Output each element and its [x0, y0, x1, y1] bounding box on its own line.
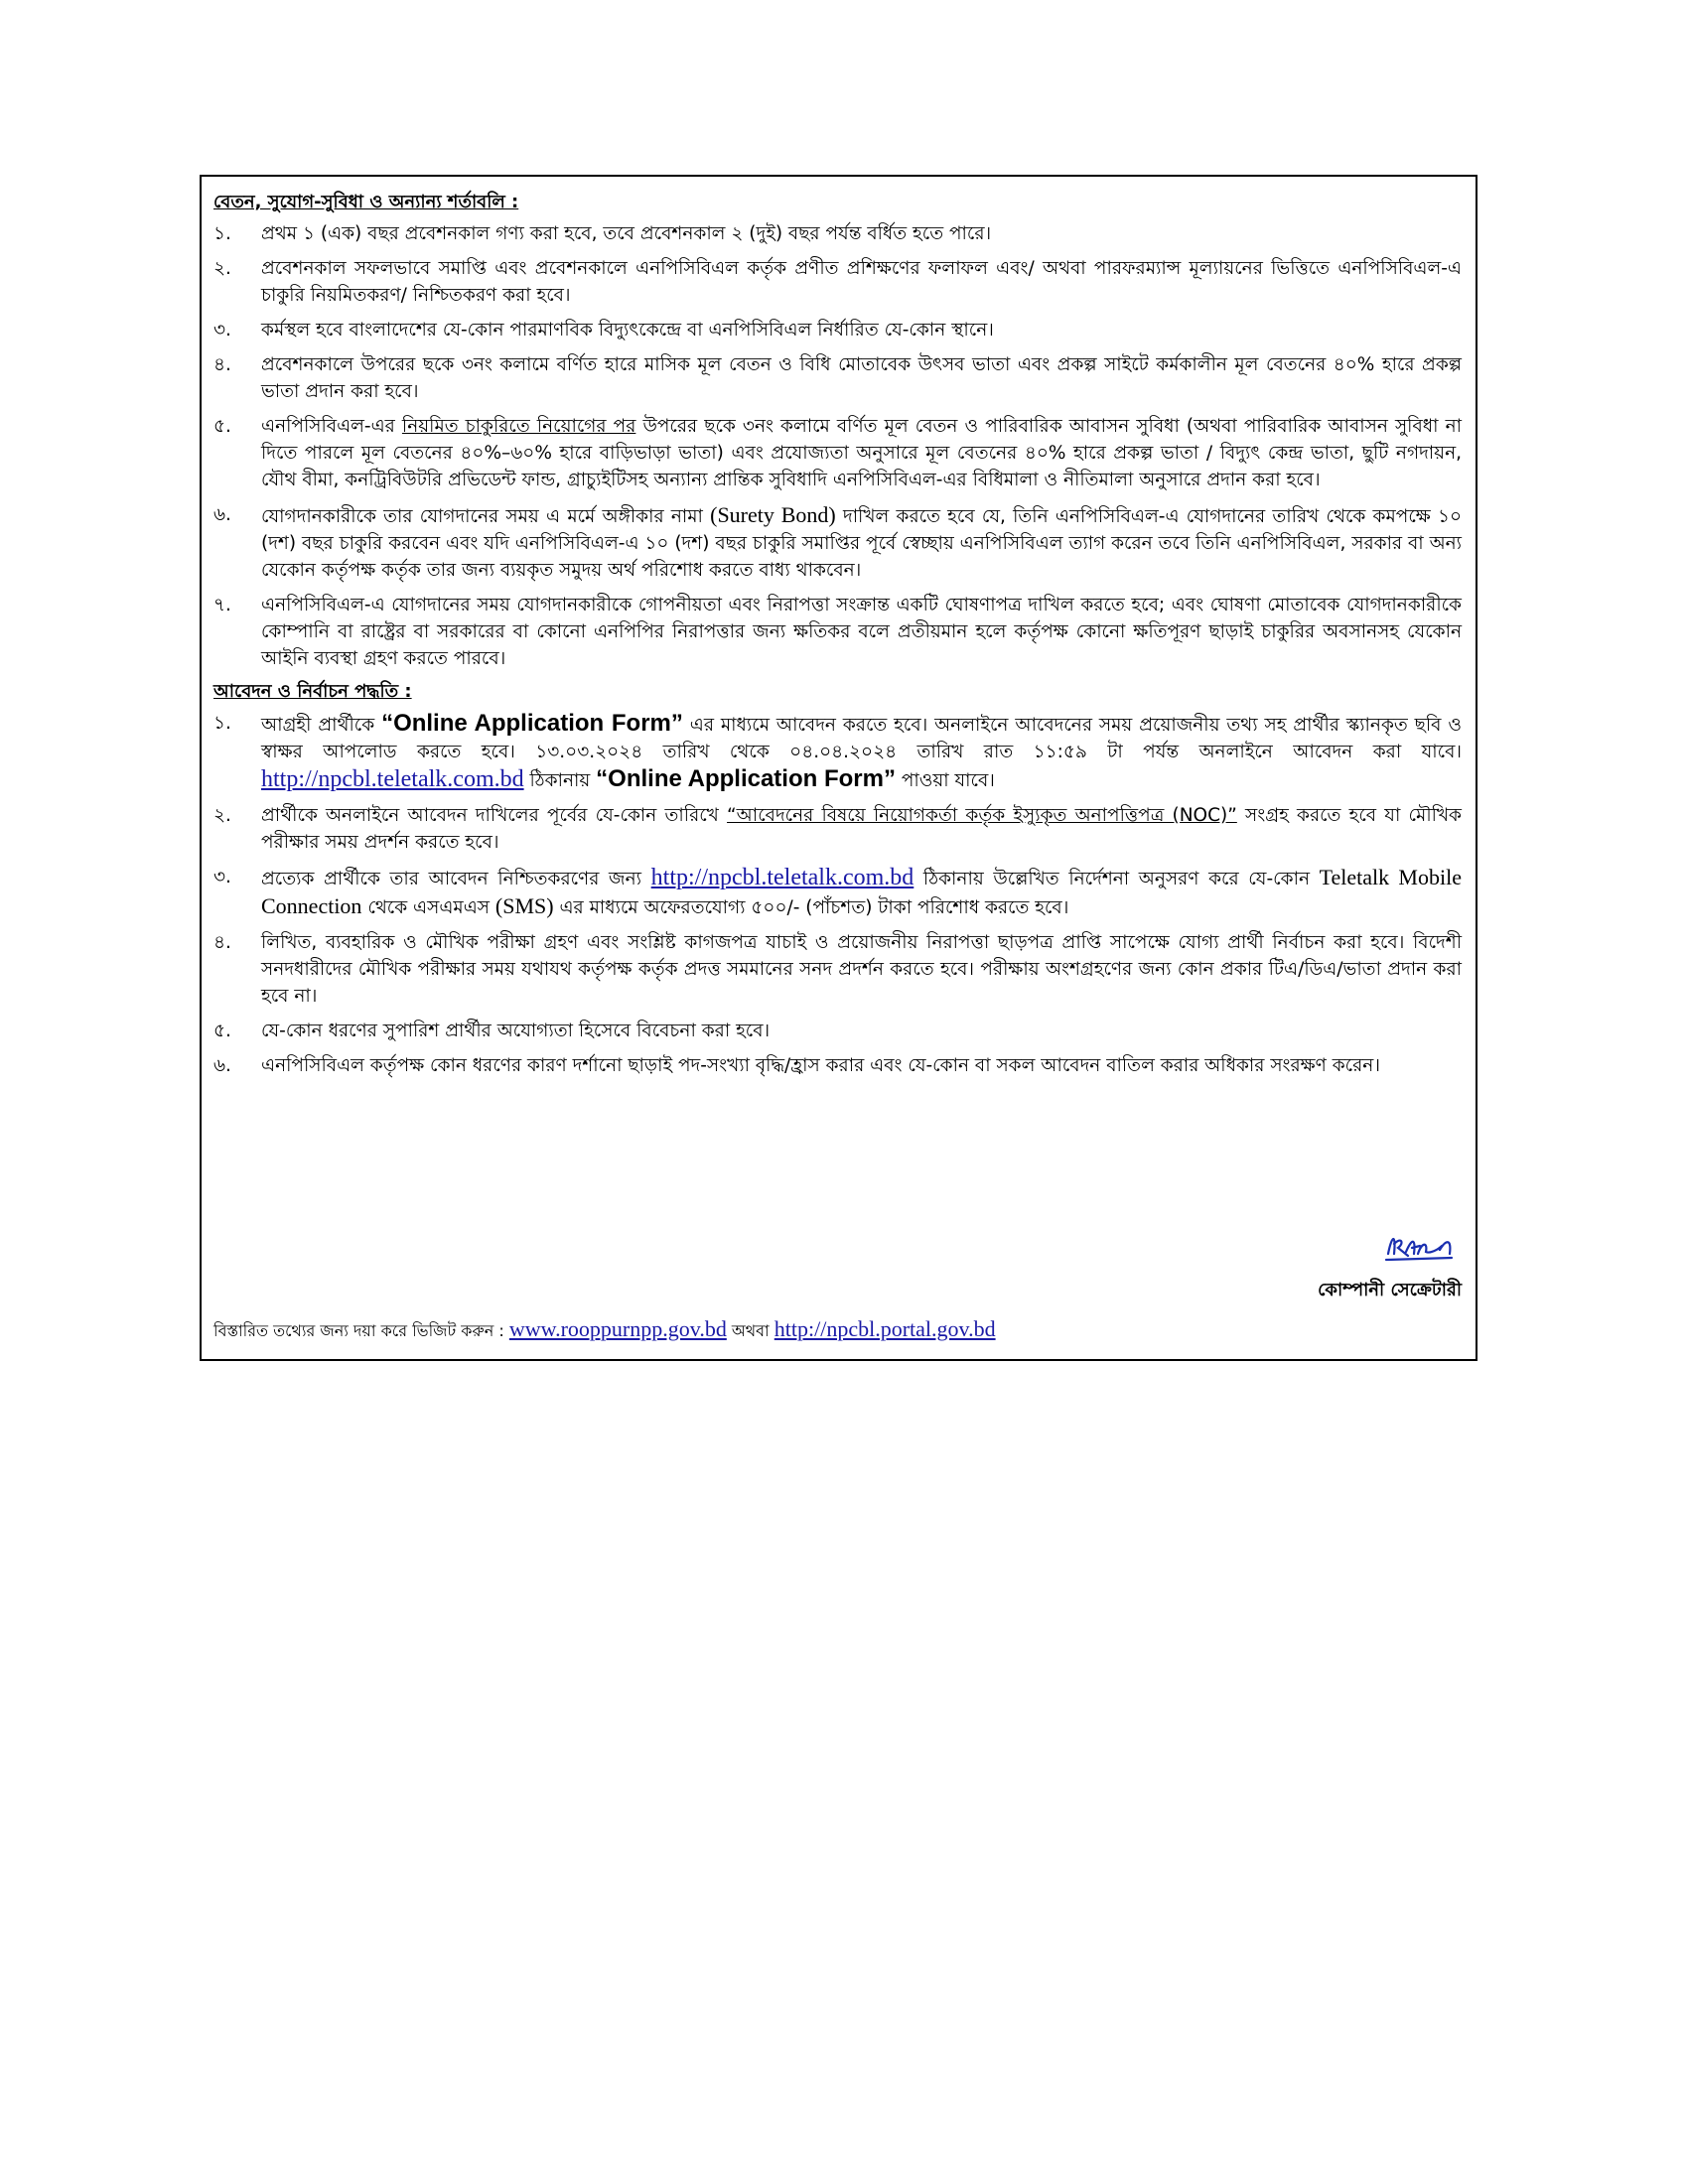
item-text: প্রবেশনকাল সফলভাবে সমাপ্তি এবং প্রবেশনকালে এনপিসিবিএল কর্তৃক প্রণীত প্রশিক্ষণের ফলাফল এবং/ অথবা পারফরম্যান্স মূল্যায়নের ভিত্তিতে এনপিসিবিএল-এ চাকুরি নিয়মিতকরণ/ নিশ্চিতকরণ করা হবে।: [261, 258, 1462, 306]
terms-list: [213, 220, 1462, 672]
text-run: যোগদানকারীকে তার যোগদানের সময় এ মর্মে অঙ্গীকার নামা: [261, 506, 711, 527]
item-text: [261, 501, 1462, 584]
text-run: পাওয়া যাবে।: [895, 770, 995, 791]
footer-text: অথবা: [726, 1321, 774, 1340]
item-number: ৪.: [213, 932, 231, 953]
list-item: [213, 501, 1462, 584]
section-heading-terms: বেতন, সুযোগ-সুবিধা ও অন্যান্য শর্তাবলি :: [213, 192, 519, 212]
text-run: থেকে এসএমএস: [361, 897, 495, 918]
text-run: দাখিল করতে হবে যে, তিনি এনপিসিবিএল-এ যোগদানের তারিখ থেকে কমপক্ষে ১০ (দশ) বছর চাকুরি করবেন এবং যদি এনপিসিবিএল-এ ১০ (দশ) বছর চাকুরি সমাপ্তির পূর্বে স্বেচ্ছায় এনপিসিবিএল ত্যাগ করেন তবে তিনি এনপিসিবিএল, সরকার বা অন্য যেকোন কর্তৃপক্ষ কর্তৃক তার জন্য ব্যয়কৃত সমুদয় অর্থ পরিশোধ করতে বাধ্য থাকবেন।: [261, 506, 1463, 581]
text-run: এর মাধ্যমে অফেরতযোগ্য ৫০০/- (পাঁচশত) টাকা পরিশোধ করতে হবে।: [553, 897, 1069, 918]
item-text: যে-কোন ধরণের সুপারিশ প্রার্থীর অযোগ্যতা হিসেবে বিবেচনা করা হবে।: [261, 1021, 771, 1041]
teletalk-link[interactable]: http://npcbl.teletalk.com.bd: [261, 766, 524, 792]
list-item: [213, 317, 1462, 343]
item-number: ৫.: [213, 1021, 231, 1041]
item-text: কর্মস্থল হবে বাংলাদেশের যে-কোন পারমাণবিক বিদ্যুৎকেন্দ্রে বা এনপিসিবিএল নির্ধারিত যে-কোন স্থানে।: [261, 320, 994, 341]
text-run: প্রত্যেক প্রার্থীকে তার আবেদন নিশ্চিতকরণের জন্য: [261, 869, 651, 889]
item-number: ৫.: [213, 416, 231, 437]
list-item: [213, 1052, 1462, 1079]
item-text: [261, 864, 1462, 921]
item-text: [261, 413, 1462, 493]
text-run: এর মাধ্যমে আবেদন করতে হবে। অনলাইনে আবেদনের সময় প্রয়োজনীয় তথ্য সহ প্রার্থীর স্ক্যানকৃত ছবি ও স্বাক্ষর আপলোড করতে হবে। ১৩.০৩.২০২৪ তারিখ থেকে ০৪.০৪.২০২৪ তারিখ রাত ১১:৫৯ টা পর্যন্ত অনলাইনে আবেদন করা যাবে।: [261, 715, 1462, 762]
underlined-text: “আবেদনের বিষয়ে নিয়োগকর্তা কর্তৃক ইস্যুকৃত অনাপত্তিপত্র (NOC)”: [727, 805, 1237, 826]
item-text: [261, 710, 1462, 794]
text-run: আগ্রহী প্রার্থীকে: [261, 715, 382, 736]
list-item: [213, 220, 1462, 247]
item-number: ২.: [213, 805, 231, 826]
english-term: (SMS): [494, 893, 554, 918]
form-name: “Online Application Form”: [381, 710, 683, 737]
text-run: ঠিকানায়: [523, 770, 597, 791]
footer-visit-line: [213, 1316, 996, 1345]
text-run: সংগ্রহ করতে হবে যা মৌখিক পরীক্ষার সময় প্রদর্শন করতে হবে।: [261, 805, 1462, 853]
list-item: [213, 802, 1462, 856]
item-number: ২.: [213, 258, 231, 279]
item-text: প্রথম ১ (এক) বছর প্রবেশনকাল গণ্য করা হবে, তবে প্রবেশনকাল ২ (দুই) বছর পর্যন্ত বর্ধিত হতে পারে।: [261, 223, 992, 244]
application-list: [213, 710, 1462, 1079]
list-item: [213, 864, 1462, 921]
item-text: এনপিসিবিএল কর্তৃপক্ষ কোন ধরণের কারণ দর্শানো ছাড়াই পদ-সংখ্যা বৃদ্ধি/হ্রাস করার এবং যে-কোন বা সকল আবেদন বাতিল করার অধিকার সংরক্ষণ করেন।: [261, 1055, 1380, 1076]
underlined-text: নিয়মিত চাকুরিতে নিয়োগের পর: [401, 416, 636, 437]
item-text: [261, 802, 1462, 856]
list-item: [213, 255, 1462, 309]
text-run: উপরের ছকে ৩নং কলামে বর্ণিত মূল বেতন ও পারিবারিক আবাসন সুবিধা (অথবা পারিবারিক আবাসন সুবিধা না দিতে পারলে মূল বেতনের ৪০%–৬০% হারে বাড়িভাড়া ভাতা) এবং প্রযোজ্যতা অনুসারে মূল বেতনের ৪০% হারে প্রকল্প ভাতা / বিদ্যুৎ কেন্দ্র ভাতা, ছুটি নগদায়ন, যৌথ বীমা, কনট্রিবিউটরি প্রভিডেন্ট ফান্ড, গ্রাচ্যুইটিসহ অন্যান্য প্রান্তিক সুবিধাদি এনপিসিবিএল-এর বিধিমালা ও নীতিমালা অনুসারে প্রদান করা হবে।: [261, 416, 1462, 490]
english-term: (Surety Bond): [710, 502, 836, 527]
rooppur-link[interactable]: www.rooppurnpp.gov.bd: [508, 1316, 727, 1341]
item-text: এনপিসিবিএল-এ যোগদানের সময় যোগদানকারীকে গোপনীয়তা এবং নিরাপত্তা সংক্রান্ত একটি ঘোষণাপত্র দাখিল করতে হবে; এবং ঘোষণা মোতাবেক যোগদানকারীকে কোম্পানি বা রাষ্ট্রের বা সরকারের বা কোনো এনপিপির নিরাপত্তার জন্য ক্ষতিকর বলে প্রতীয়মান হলে কর্তৃপক্ষ কোনো ক্ষতিপূরণ ছাড়াই চাকুরির অবসানসহ যেকোন আইনি ব্যবস্থা গ্রহণ করতে পারবে।: [261, 595, 1462, 669]
item-number: ১.: [213, 223, 231, 244]
list-item: [213, 710, 1462, 794]
section-heading-application: আবেদন ও নির্বাচন পদ্ধতি :: [213, 681, 412, 702]
list-item: [213, 413, 1462, 493]
item-text: প্রবেশনকালে উপরের ছকে ৩নং কলামে বর্ণিত হারে মাসিক মূল বেতন ও বিধি মোতাবেক উৎসব ভাতা এবং প্রকল্প সাইটে কর্মকালীন মূল বেতনের ৪০% হারে প্রকল্প ভাতা প্রদান করা হবে।: [261, 354, 1462, 402]
list-item: [213, 592, 1462, 672]
signature-image: [1382, 1224, 1462, 1268]
portal-link[interactable]: http://npcbl.portal.gov.bd: [774, 1316, 996, 1341]
list-item: [213, 929, 1462, 1010]
english-term: Teletalk Mobile Connection: [261, 865, 1462, 918]
item-number: ৭.: [213, 595, 231, 615]
footer-text: বিস্তারিত তথ্যের জন্য দয়া করে ভিজিট করুন :: [213, 1321, 509, 1340]
text-run: ঠিকানায় উল্লেখিত নির্দেশনা অনুসরণ করে যে-কোন: [914, 869, 1320, 889]
item-number: ৩.: [213, 867, 231, 887]
signatory-title: কোম্পানী সেক্রেটারী: [1318, 1280, 1462, 1300]
item-number: ১.: [213, 713, 231, 734]
list-item: [213, 351, 1462, 405]
signature-block: [1243, 1224, 1462, 1306]
item-number: ৬.: [213, 504, 231, 525]
text-run: এনপিসিবিএল-এর: [261, 416, 402, 437]
notice-box: [200, 175, 1477, 1361]
item-number: ৪.: [213, 354, 231, 375]
item-number: ৬.: [213, 1055, 231, 1076]
item-text: লিখিত, ব্যবহারিক ও মৌখিক পরীক্ষা গ্রহণ এবং সংশ্লিষ্ট কাগজপত্র যাচাই ও প্রয়োজনীয় নিরাপত্তা ছাড়পত্র প্রাপ্তি সাপেক্ষে যোগ্য প্রার্থী নির্বাচন করা হবে। বিদেশী সনদধারীদের মৌখিক পরীক্ষার সময় যথাযথ কর্তৃপক্ষ কর্তৃক প্রদত্ত সমমানের সনদ প্রদর্শন করতে হবে। পরীক্ষায় অংশগ্রহণের জন্য কোন প্রকার টিএ/ডিএ/ভাতা প্রদান করা হবে না।: [261, 932, 1462, 1007]
form-name: “Online Application Form”: [596, 765, 896, 792]
text-run: প্রার্থীকে অনলাইনে আবেদন দাখিলের পূর্বের যে-কোন তারিখে: [261, 805, 728, 826]
teletalk-link[interactable]: http://npcbl.teletalk.com.bd: [650, 865, 914, 890]
list-item: [213, 1018, 1462, 1044]
item-number: ৩.: [213, 320, 231, 341]
